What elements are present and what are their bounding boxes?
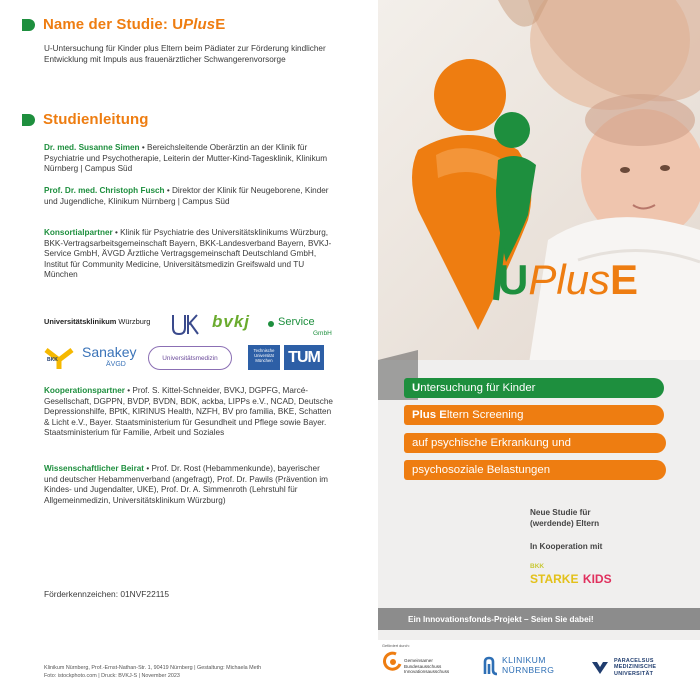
partner-logos-row-1 [44, 312, 334, 342]
bvkj-logo: bvkj [212, 312, 251, 331]
funding-number: Förderkennzeichen: 01NVF22115 [44, 589, 170, 599]
bvkj-service-label: Service [278, 316, 315, 328]
cooperation-partners: Kooperationspartner • Prof. S. Kittel-Schneider, BVKJ, DGPFG, Marcé-Gesellschaft, DGPPN, BVDP, BVDN, BDK, ackba, LIPPs e.V., NCAD, Deutsche Depressionshilfe, BPtK, KIRINUS Health, NZFH, BV pro familia, BKE, Schatten & Licht e.V., Bayer. Staatsministerium für Gesundheit und Pflege sowie Bayer. Staatsministerium für Familie, Arbeit und Soziales [44, 386, 333, 438]
imprint-line-2: Foto: istockphoto.com | Druck: BVKJ-S | November 2023 [44, 672, 180, 679]
sanakey-logo: Sanakey [82, 344, 137, 360]
study-description: U-Untersuchung für Kinder plus Eltern beim Pädiater zur Förderung kindlicher Entwicklung mit Impuls aus frauenärztlicher Schwangerenvorsorge [44, 44, 326, 64]
mother-baby-photo [378, 0, 700, 370]
bvkj-dot-icon [268, 321, 274, 327]
klinikum-nuernberg-logo-icon [482, 656, 500, 676]
klinikum-nuernberg-logo-text: KLINIKUM NÜRNBERG [502, 655, 555, 675]
paracelsus-logo-icon [590, 658, 610, 676]
uk-wuerzburg-logo: Universitätsklinikum Würzburg [44, 317, 151, 326]
avgd-logo: ÄVGD [106, 361, 126, 368]
section-heading-study-name [22, 16, 225, 33]
sponsor-logos [378, 640, 700, 700]
scientific-board: Wissenschaftlicher Beirat • Prof. Dr. Rost (Hebammenkunde), bayerischer und deutscher Hebammenverband (angefragt), Prof. Dr. Pawils (Prävention im Kindes- und Jugendalter, UKE), Prof. Dr. A. Simmenroth (Lehrstuhl für Allgemeinmedizin, Universitätsklinikum Würzburg) [44, 464, 328, 505]
leadership-title: Studienleitung [43, 111, 149, 128]
headline-strip-1: U ntersuchung für Kinder [404, 378, 664, 398]
imprint-line-1: Klinikum Nürnberg, Prof.-Ernst-Nathan-Str. 1, 90419 Nürnberg | Gestaltung: Michaela Meth [44, 665, 262, 671]
gba-logo-text: Gemeinsamer Bundesausschuss Innovationsausschuss [404, 658, 450, 675]
uk-mark-icon [170, 312, 200, 338]
brand-logo-uplus-e: UPlusE [498, 256, 639, 303]
section-heading-leadership [22, 111, 149, 128]
bvkj-gmbh-label: GmbH [313, 330, 332, 337]
bkk-logo-icon [44, 348, 74, 370]
bullet-icon [22, 19, 35, 31]
info-band [378, 360, 700, 640]
imprint [44, 665, 261, 681]
study-name-title: Name der Studie: UPlusE [43, 16, 226, 33]
lead-entry-fusch: Prof. Dr. med. Christoph Fusch • Direktor der Klinik für Neugeborene, Kinder und Jugendliche, Klinikum Nürnberg | Campus Süd [44, 186, 329, 206]
headline-strip-4: psychosoziale Belastungen [404, 460, 666, 480]
tu-muenchen-text-logo: Technische Universität München [248, 345, 280, 370]
consortium-partners: Konsortialpartner • Klinik für Psychiatrie des Universitätsklinikums Würzburg, BKK-Vertragsarbeitsgemeinschaft Bayern, BKK-Landesverband Bayern, BVKJ-Service GmbH, ÄVGD Ärztliche Vertragsgemeinschaft Deutschland GmbH, Institut für Community Medicine, Universitätsmedizin Greifswald und TU München [44, 228, 332, 280]
headline-strip-2: Plus E ltern Screening [404, 405, 664, 425]
svg-text:BKK: BKK [47, 357, 58, 363]
headline-strip-3: auf psychische Erkrankung und [404, 433, 666, 453]
partner-logos-row-2 [44, 344, 334, 374]
photo-illustration-icon [378, 0, 700, 370]
gba-funded-label: Gefördert durch: [382, 644, 410, 648]
bkk-starke-kids-logo: BKK STARKE KIDS [530, 563, 612, 586]
right-panel [378, 0, 700, 700]
new-study-text: Neue Studie für (werdende) Eltern [530, 508, 600, 528]
tum-logo: TUM [284, 345, 324, 370]
unimedizin-greifswald-logo: Universitätsmedizin [148, 346, 232, 370]
cooperation-label: In Kooperation mit [530, 542, 603, 551]
bullet-icon [22, 114, 35, 126]
paracelsus-logo-text: PARACELSUS MEDIZINISCHE UNIVERSITÄT [614, 658, 657, 677]
gba-logo-icon [382, 650, 404, 674]
lead-entry-simen: Dr. med. Susanne Simen • Bereichsleitende Oberärztin an der Klinik für Psychiatrie und Psychotherapie, Leiterin der Mutter-Kind-Tagesklinik, Klinikum Nürnberg | Campus Süd [44, 143, 328, 174]
innovation-banner: Ein Innovationsfonds-Projekt – Seien Sie dabei! [378, 608, 700, 630]
